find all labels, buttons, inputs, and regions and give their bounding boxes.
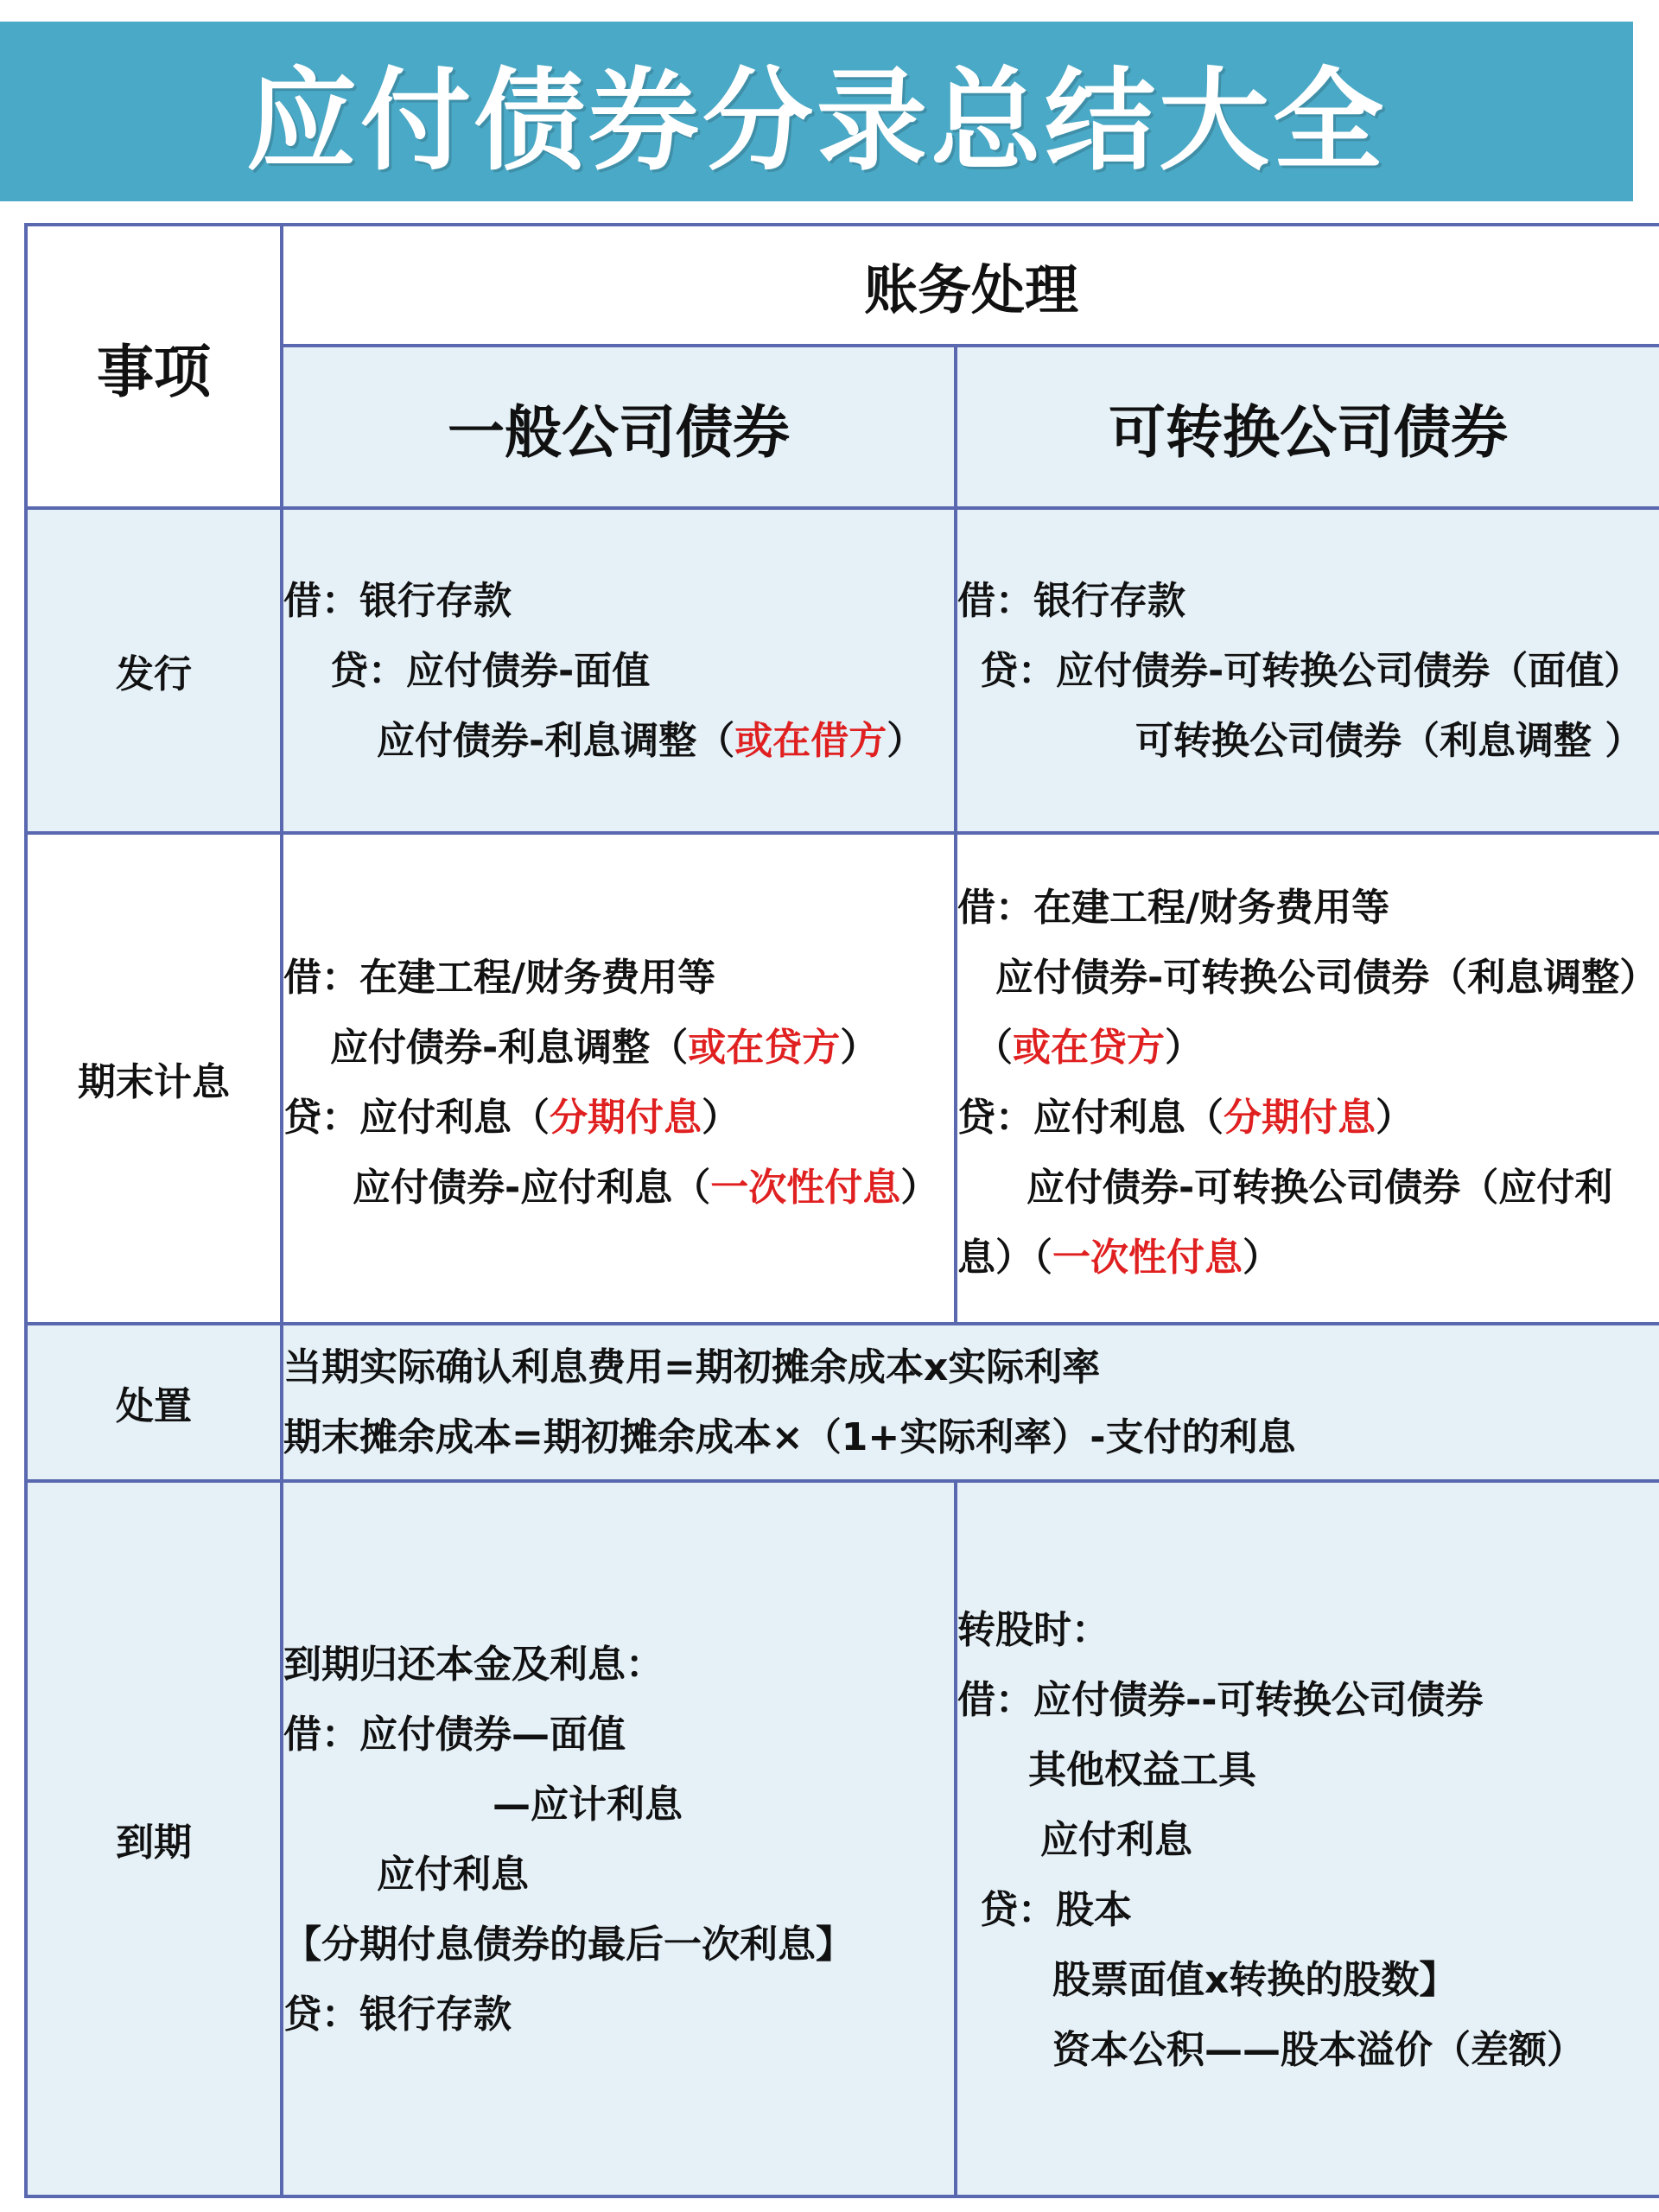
- entry-text: 应付债券-利息调整（: [377, 718, 735, 763]
- entry-line: —应计利息: [493, 1783, 683, 1827]
- entry-text: 贷：应付利息（: [283, 1096, 550, 1140]
- entry-line: 贷：银行存款: [283, 1993, 512, 2037]
- entry-text: ）: [840, 1026, 879, 1070]
- entry-line: 到期归还本金及利息：: [283, 1643, 664, 1687]
- convertible-bond-header-text: 可转换公司债券: [1109, 398, 1508, 466]
- entry-line: 【分期付息债券的最后一次利息】: [283, 1923, 854, 1967]
- entry-line: 股票面值x转换的股数】: [1052, 1957, 1458, 2002]
- entry-line: 借：应付债券--可转换公司债券: [957, 1677, 1484, 1722]
- general-bond-header: [282, 346, 956, 508]
- maturity-general-entry: [282, 1481, 956, 2196]
- general-bond-header-text: 一般公司债券: [448, 398, 790, 466]
- entry-text: ）: [1243, 1236, 1281, 1280]
- entry-line: [283, 1083, 954, 1153]
- entry-line: 贷：股本: [980, 1887, 1132, 1932]
- row-label-maturity: 到期: [26, 1481, 282, 2196]
- accounting-header-text: 账务处理: [864, 257, 1079, 321]
- entry-line: 其他权益工具: [1028, 1747, 1256, 1792]
- issue-general-entry: [282, 508, 956, 833]
- entry-line: 借：应付债券—面值: [283, 1713, 626, 1757]
- disposal-formulas: [282, 1324, 1659, 1481]
- issue-convertible-entry: [956, 508, 1659, 833]
- row-label-accrual: 期末计息: [26, 833, 282, 1324]
- highlight-text: 分期付息: [550, 1096, 702, 1140]
- highlight-text: 一次性付息: [1052, 1236, 1243, 1280]
- entry-text: 息）（: [957, 1236, 1052, 1280]
- entry-text: ）: [1376, 1096, 1414, 1140]
- entry-line: 应付债券-可转换公司债券（应付利: [1027, 1166, 1613, 1210]
- entry-text: 贷：应付利息（: [957, 1096, 1224, 1140]
- entry-text: ）: [887, 718, 925, 763]
- highlight-text: 或在借方: [734, 718, 887, 763]
- entry-line: 借：银行存款: [283, 578, 512, 623]
- highlight-text: 一次性付息: [710, 1166, 901, 1210]
- entry-line: 借：在建工程/财务费用等: [957, 886, 1390, 930]
- item-column-header-text: 事项: [97, 338, 211, 405]
- row-label-disposal: 处置: [26, 1324, 282, 1481]
- entry-line: 应付利息: [1040, 1817, 1192, 1862]
- row-label-issue: 发行: [26, 508, 282, 833]
- entry-line: 应付利息: [377, 1853, 529, 1897]
- entry-text: （: [975, 1026, 1013, 1070]
- entry-line: 资本公积——股本溢价（差额）: [1052, 2027, 1585, 2072]
- entry-text: 应付债券-应付利息（: [353, 1166, 711, 1210]
- entry-line: 应付债券-可转换公司债券（利息调整）: [995, 956, 1658, 1000]
- entry-text: 应付债券-利息调整（: [330, 1026, 689, 1070]
- entry-line: 转股时：: [957, 1607, 1109, 1652]
- entry-line: [957, 1013, 1659, 1083]
- entry-line: [283, 706, 954, 776]
- accounting-header: [282, 225, 1659, 346]
- convertible-bond-header: [956, 346, 1659, 508]
- accrual-convertible-entry: [956, 833, 1659, 1324]
- entry-line: [283, 1153, 954, 1223]
- highlight-text: 或在贷方: [688, 1026, 841, 1070]
- highlight-text: 或在贷方: [1013, 1026, 1165, 1070]
- maturity-convertible-entry: [956, 1481, 1659, 2196]
- entry-line: [957, 1083, 1659, 1153]
- entry-text: ）: [900, 1166, 939, 1210]
- page-title: 应付债券分录总结大全: [245, 57, 1387, 186]
- entry-text: ）: [1165, 1026, 1203, 1070]
- entry-line: 借：在建工程/财务费用等: [283, 956, 716, 1000]
- entry-line: 可转换公司债券（利息调整 ）: [1135, 718, 1643, 763]
- highlight-text: 分期付息: [1224, 1096, 1376, 1140]
- entry-line: 贷：应付债券-可转换公司债券（面值）: [980, 648, 1643, 693]
- item-column-header: [26, 225, 282, 508]
- entry-line: 借：银行存款: [957, 578, 1185, 623]
- entry-line: [957, 1223, 1659, 1293]
- accrual-general-entry: [282, 833, 956, 1324]
- entry-line: [283, 1013, 954, 1083]
- entry-text: ）: [702, 1096, 740, 1140]
- summary-table: [24, 223, 1659, 2198]
- entry-line: 贷：应付债券-面值: [330, 648, 651, 693]
- formula-line: 期末摊余成本=期初摊余成本×（1+实际利率）-支付的利息: [283, 1415, 1296, 1459]
- formula-line: 当期实际确认利息费用=期初摊余成本x实际利率: [283, 1345, 1101, 1389]
- title-banner: [0, 22, 1633, 201]
